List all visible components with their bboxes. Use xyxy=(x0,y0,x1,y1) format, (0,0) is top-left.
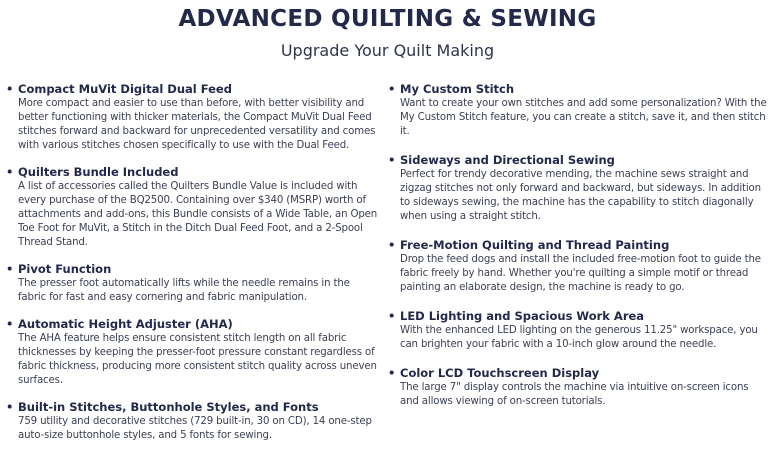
feature-heading: Sideways and Directional Sewing xyxy=(400,153,615,167)
bullet-icon: • xyxy=(6,400,14,414)
feature-description: The AHA feature helps ensure consistent stitch length on all fabric thicknesses by keeping the presser-foot pressure constant regardless of fabric thickness, producing more consistent stitch quality across uneven surfaces. xyxy=(18,333,377,386)
feature-heading: Pivot Function xyxy=(18,262,112,276)
feature-heading: Color LCD Touchscreen Display xyxy=(400,366,600,380)
feature-description: With the enhanced LED lighting on the generous 11.25" workspace, you can brighten your fabric with a 10-inch glow around the needle. xyxy=(400,325,758,350)
feature-description: Drop the feed dogs and install the included free-motion foot to guide the fabric freely by hand. Whether you're quilting a simple motif or thread painting an elaborate design, the machine is ready to go. xyxy=(400,254,761,293)
feature-sideways-directional-sewing xyxy=(388,153,770,224)
bullet-icon: • xyxy=(6,165,14,179)
feature-description: Want to create your own stitches and add some personalization? With the My Custom Stitch feature, you can create a stitch, save it, and then stitch it. xyxy=(400,98,767,137)
page-title: ADVANCED QUILTING & SEWING xyxy=(178,6,597,32)
left-feature-column xyxy=(6,82,378,443)
feature-heading: Built-in Stitches, Buttonhole Styles, and Fonts xyxy=(18,400,319,414)
feature-description: The large 7" display controls the machine via intuitive on-screen icons and allows viewing of on-screen tutorials. xyxy=(400,382,749,407)
page-subtitle: Upgrade Your Quilt Making xyxy=(280,41,495,60)
bullet-icon: • xyxy=(388,82,396,96)
feature-heading: LED Lighting and Spacious Work Area xyxy=(400,309,645,323)
feature-compact-muvit-dual-feed xyxy=(6,82,378,153)
bullet-icon: • xyxy=(388,309,396,323)
bullet-icon: • xyxy=(388,238,396,252)
feature-quilters-bundle xyxy=(6,165,378,250)
feature-built-in-stitches xyxy=(6,400,378,443)
bullet-icon: • xyxy=(6,317,14,331)
feature-automatic-height-adjuster xyxy=(6,317,378,388)
feature-heading: My Custom Stitch xyxy=(400,82,515,96)
feature-heading: Automatic Height Adjuster (AHA) xyxy=(18,317,233,331)
feature-free-motion-quilting xyxy=(388,238,770,295)
feature-pivot-function xyxy=(6,262,378,305)
feature-my-custom-stitch xyxy=(388,82,770,139)
feature-description: The presser foot automatically lifts while the needle remains in the fabric for fast and easy cornering and fabric manipulation. xyxy=(18,278,350,303)
feature-description: A list of accessories called the Quilters Bundle Value is included with every purchase of the BQ2500. Containing over $340 (MSRP) worth of attachments and add-ons, this Bundle consists of a Wide Table, an Open Toe Foot for MuVit, a Stitch in the Ditch Dual Feed Foot, and a 2-Spool Thread Stand. xyxy=(18,181,378,248)
right-feature-column xyxy=(388,82,770,409)
feature-heading: Compact MuVit Digital Dual Feed xyxy=(18,82,232,96)
feature-heading: Free-Motion Quilting and Thread Painting xyxy=(400,238,670,252)
feature-led-lighting xyxy=(388,309,770,352)
feature-description: 759 utility and decorative stitches (729 built-in, 30 on CD), 14 one-step auto-size buttonhole styles, and 5 fonts for sewing. xyxy=(18,416,372,441)
feature-heading: Quilters Bundle Included xyxy=(18,165,179,179)
bullet-icon: • xyxy=(388,366,396,380)
bullet-icon: • xyxy=(6,82,14,96)
feature-description: More compact and easier to use than before, with better visibility and better functioning with thicker materials, the Compact MuVit Dual Feed stitches forward and backward for unprecedented versatility and comes with various stitches chosen specifically to use with the Dual Feed. xyxy=(18,98,376,151)
bullet-icon: • xyxy=(6,262,14,276)
feature-description: Perfect for trendy decorative mending, the machine sews straight and zigzag stitches not only forward and backward, but sideways. In addition to sideways sewing, the machine has the capability to stitch diagonally when using a straight stitch. xyxy=(400,169,761,222)
bullet-icon: • xyxy=(388,153,396,167)
feature-color-lcd-touchscreen xyxy=(388,366,770,409)
